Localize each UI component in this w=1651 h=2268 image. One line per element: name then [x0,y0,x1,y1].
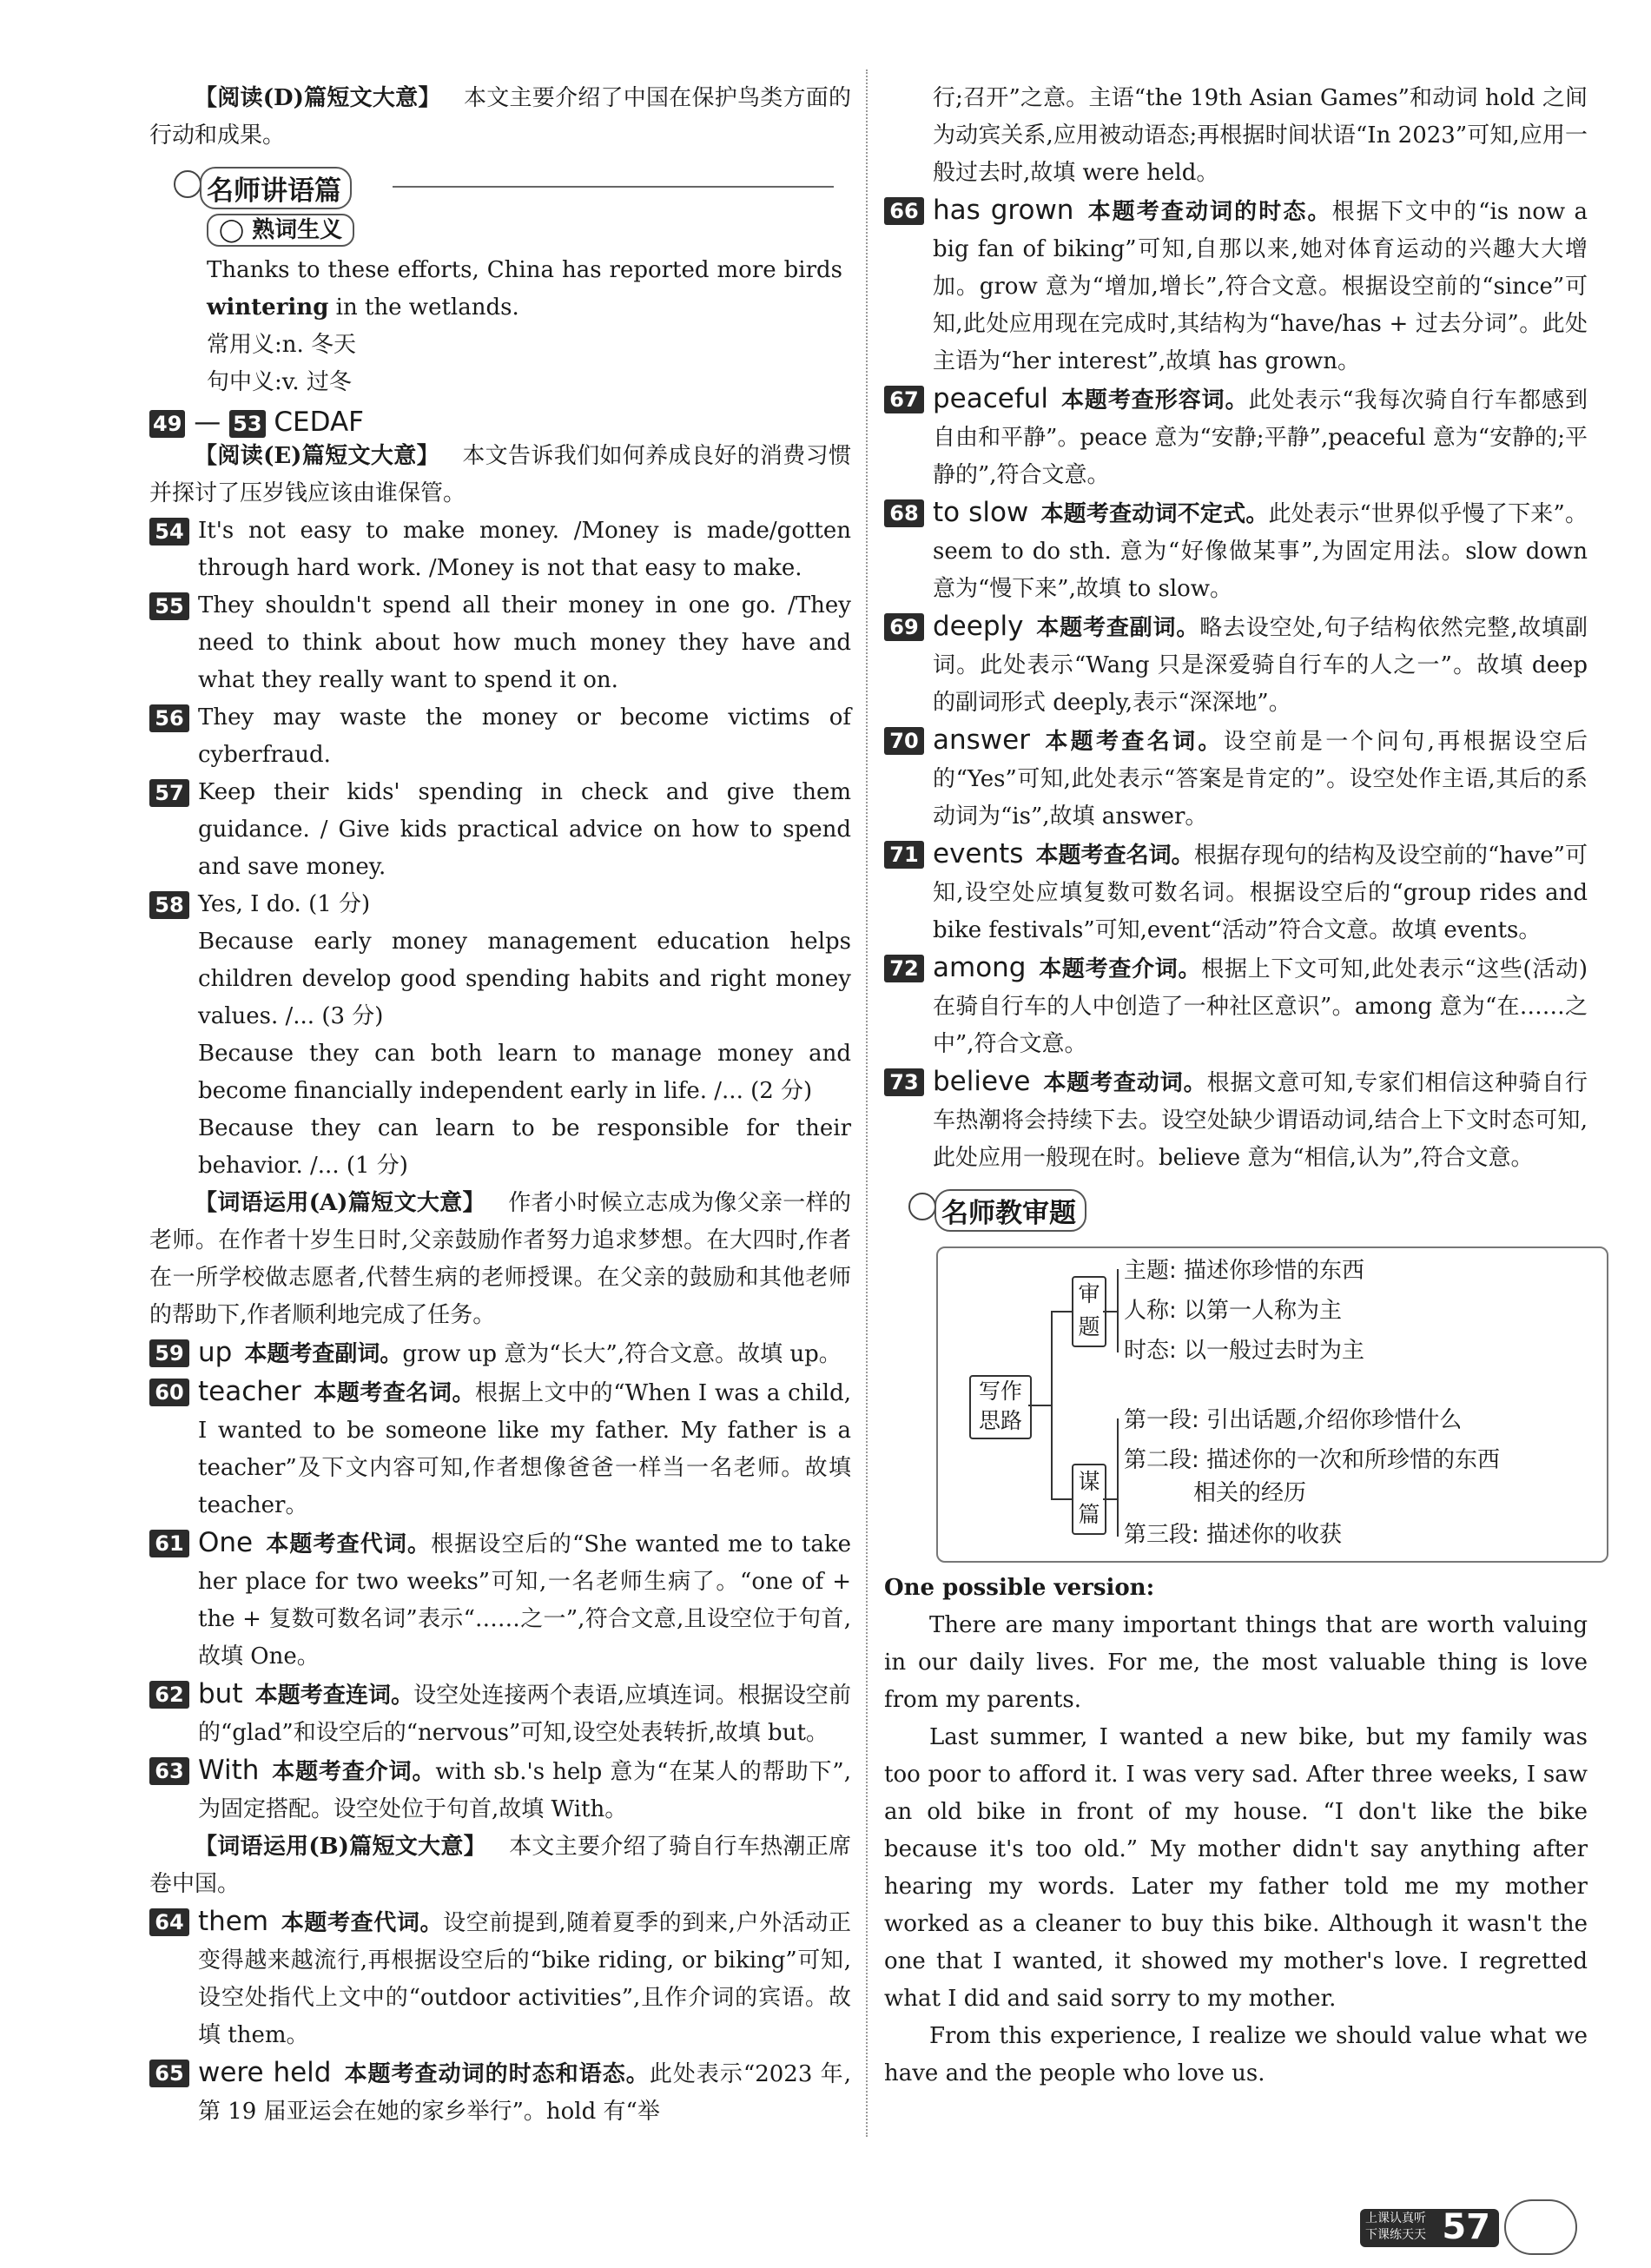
reading-d-text: 本文主要介绍了中国在保护鸟类方面的行动和成果。 [149,85,851,149]
answer-explain: 设空前提到,随着夏季的到来,户外活动正变得越来越流行,再根据设空后的“bike riding, or biking”可知,设空处指代上文中的“outdoor activities”,且作介词的宾语。故填 them。 [198,1910,851,2048]
answer-key: 本题考查副词。 [1035,615,1200,641]
item-number: 59 [149,1339,189,1367]
diagram-shen-item: 时态: 以一般过去时为主 [1124,1338,1365,1364]
item-number: 66 [884,197,924,225]
diagram-connector [1028,1405,1051,1406]
range-answer: CEDAF [274,407,364,438]
answer-item [884,1063,1588,1177]
answer-item [884,380,1588,494]
list-item [149,587,851,699]
item-number: 55 [149,592,189,620]
answer-explain: 此处表示“我每次骑自行车都感到自由和平静”。peace 意为“安静;平静”,peaceful 意为“安静的;平静的”,符合文意。 [933,387,1588,488]
answer-item [149,2054,851,2131]
answer-item [149,1334,851,1373]
reading-e-label: 【阅读(E)篇短文大意】 [195,443,439,469]
answer-item [884,836,1588,949]
item-text: Keep their kids' spending in check and give them guidance. / Give kids practical advice on how to spend and save money. [198,779,851,880]
teacher-icon [174,170,201,198]
answer-item [149,1752,851,1828]
teacher-section-header [149,162,851,208]
item-text: They shouldn't spend all their money in one go. /They need to think about how much money they have and what they really want to spend it on. [198,592,851,693]
answer-key: 本题考查名词。 [1041,729,1224,755]
vocab-head: ◯ 熟词生义 [207,214,354,247]
answer-item [149,1676,851,1752]
answer-key: 本题考查动词。 [1042,1070,1207,1096]
diagram-connector [1117,1269,1119,1352]
answer-explain: 设空前是一个问句,再根据设空后的“Yes”可知,此处表示“答案是肯定的”。设空处作主语,其后的系动词为“is”,故填 answer。 [933,729,1588,830]
footer-slogan-2: 下课练天天 [1365,2228,1426,2242]
item-number: 69 [884,613,924,641]
answer-key: 本题考查代词。 [281,1910,444,1936]
diagram-mou-item: 第二段: 描述你的一次和所珍惜的东西 [1124,1447,1501,1473]
item-number: 67 [884,386,924,413]
answer-word: events [933,838,1024,870]
answer-explain: 根据上文中的“When I was a child, I wanted to be someone like my father. My father is a teacher”及下文内容可知,作者想像爸爸一样当一名老师。故填 teacher。 [198,1380,851,1518]
answer-item [149,1373,851,1524]
answer-explain: 此处表示“世界似乎慢了下来”。seem to do sth. 意为“好像做某事”,为固定用法。slow down 意为“慢下来”,故填 to slow。 [933,501,1588,602]
page-footer [1360,2209,1499,2247]
header-rule [393,186,834,188]
reading-e-summary [149,438,851,512]
teacher-icon [908,1193,936,1220]
answer-word: them [198,1906,269,1937]
footer-slogan-1: 上课认真听 [1365,2212,1426,2225]
item-number: 65 [149,2060,189,2087]
answer-explain: 根据存现句的结构及设空前的“have”可知,设空处应填复数可数名词。根据设空后的“group rides and bike festivals”可知,event“活动”符合文意。故填 events。 [933,843,1588,943]
range-dash: — [185,407,230,438]
word-b-text: 本文主要介绍了骑自行车热潮正席卷中国。 [149,1834,851,1897]
item-number: 61 [149,1530,189,1557]
diagram-mou-item: 第三段: 描述你的收获 [1124,1522,1343,1548]
answer-item [884,192,1588,380]
diagram-connector [1051,1498,1072,1500]
item-number: 68 [884,499,924,527]
version-label: One possible version: [884,1575,1155,1601]
answer-item [149,1903,851,2054]
item-number: 73 [884,1068,924,1096]
item-number: 71 [884,841,924,869]
answer-explain: 根据设空后的“She wanted me to take her place for two weeks”可知,一名老师生病了。“one of + the + 复数可数名词”表示“……之一”,符合文意,且设空位于句首,故填 One。 [198,1531,851,1670]
q65-continued: 行;召开”之意。主语“the 19th Asian Games”和动词 hold 之间为动宾关系,应用被动语态;再根据时间状语“In 2023”可知,应用一般过去时,故填 were held。 [933,85,1588,186]
answer-explain: grow up 意为“长大”,符合文意。故填 up。 [402,1341,842,1367]
essay-paragraph: From this experience, I realize we should value what we have and the people who love us. [884,2023,1588,2086]
vocab-common: 常用义:n. 冬天 [207,332,357,358]
vocab-context: 句中义:v. 过冬 [207,369,352,395]
answer-key: 本题考查动词的时态。 [1086,199,1332,225]
answer-word: has grown [933,195,1074,226]
word-a-label: 【词语运用(A)篇短文大意】 [195,1190,485,1216]
item-number: 63 [149,1757,189,1785]
item-number: 57 [149,779,189,807]
answer-explain: 此处表示“2023 年,第 19 届亚运会在她的家乡举行”。hold 有“举 [198,2061,851,2125]
answer-key: 本题考查副词。 [244,1341,403,1367]
answer-word: answer [933,724,1030,756]
item-number: 62 [149,1681,189,1709]
page-number: 57 [1442,2207,1490,2247]
q58-sub: Because they can both learn to manage money and become financially independent early in life. /... (2 分) [198,1041,851,1104]
answer-explain: 略去设空处,句子结构依然完整,故填副词。此处表示“Wang 只是深爱骑自行车的人之一”。故填 deep 的副词形式 deeply,表示“深深地”。 [933,615,1588,716]
vocab-sentence-post: in the wetlands. [328,294,519,321]
answer-key: 本题考查连词。 [254,1683,414,1709]
item-text: It's not easy to make money. /Money is made/gotten through hard work. /Money is not that easy to make. [198,518,851,581]
word-a-summary [149,1185,851,1334]
answer-key: 本题考查介词。 [1038,956,1202,982]
answer-key: 本题考查名词。 [313,1380,475,1406]
answer-word: believe [933,1066,1031,1097]
item-number: 72 [884,955,924,982]
diagram-connector [1051,1311,1072,1313]
list-item [149,774,851,886]
answer-explain: 设空处连接两个表语,应填连词。根据设空前的“glad”和设空后的“nervous”可知,设空处表转折,故填 but。 [198,1683,851,1746]
answer-item [884,494,1588,608]
answer-explain: 根据下文中的“is now a big fan of biking”可知,自那以来,她对体育运动的兴趣大大增加。grow 意为“增加,增长”,符合文意。根据设空前的“since”可知,此处应用现在完成时,其结构为“have/has + 过去分词”。此处主语为“her interest”,故填 has grown。 [933,199,1588,374]
list-item [149,886,851,923]
item-number: 64 [149,1908,189,1936]
essay-paragraph: There are many important things that are worth valuing in our daily lives. For me, the most valuable thing is love from my parents. [884,1612,1588,1713]
footer-slogan [1365,2211,1426,2244]
answer-word: peaceful [933,383,1049,414]
diagram-connector [1103,1498,1117,1500]
essay-paragraph: Last summer, I wanted a new bike, but my family was too poor to afford it. I was very sad. After three weeks, I saw an old bike in front of my house. “I don't like the bike because it's too old.” My mother didn't say anything after hearing my words. Later my father told me my mother worked as a cleaner to buy this bike. Although it wasn't the one that I wanted, it showed my mother's love. I regretted what I did and said sorry to my mother. [884,1724,1588,2012]
answer-key: 本题考查形容词。 [1060,387,1249,413]
left-column [149,80,851,2131]
answer-key: 本题考查介词。 [271,1759,436,1785]
q58-sub: Because early money management education helps children develop good spending habits and right money values. /... (3 分) [198,929,851,1029]
answer-item [884,949,1588,1063]
diagram-shen: 审题 [1072,1276,1106,1347]
teacher-section-title: 名师讲语篇 [200,167,352,209]
answer-explain: 根据上下文可知,此处表示“这些(活动)在骑自行车的人中创造了一种社区意识”。among 意为“在……之中”,符合文意。 [933,956,1588,1057]
item-number: 70 [884,727,924,755]
vocab-sentence [149,252,851,327]
answer-word: to slow [933,497,1029,528]
vocab-sentence-pre: Thanks to these efforts, China has reported more birds [207,257,842,283]
answer-item [149,1524,851,1676]
answer-word: up [198,1337,233,1368]
diagram-shen-item: 人称: 以第一人称为主 [1124,1298,1343,1324]
diagram-shen-item: 主题: 描述你珍惜的东西 [1124,1258,1365,1284]
answer-key: 本题考查动词的时态和语态。 [343,2061,650,2087]
answer-item [884,722,1588,836]
diagram-root: 写作思路 [969,1375,1032,1439]
answer-item [884,608,1588,722]
word-a-text: 作者小时候立志成为像父亲一样的老师。在作者十岁生日时,父亲鼓励作者努力追求梦想。在大四时,作者在一所学校做志愿者,代替生病的老师授课。在父亲的鼓励和其他老师的帮助下,作者顺利地完成了任务。 [149,1190,851,1328]
item-text: They may waste the money or become victims of cyberfraud. [198,704,851,768]
item-number: 60 [149,1379,189,1406]
answer-word: One [198,1527,254,1558]
reading-d-label: 【阅读(D)篇短文大意】 [195,85,441,111]
diagram-mou: 谋篇 [1072,1464,1106,1535]
word-b-summary [149,1828,851,1903]
list-item [149,699,851,774]
diagram-mou-item: 第一段: 引出话题,介绍你珍惜什么 [1124,1407,1463,1433]
range-end: 53 [229,410,265,438]
diagram-mou-item: 相关的经历 [1193,1480,1307,1506]
column-divider [866,69,868,2137]
writing-section-title: 名师教审题 [934,1189,1086,1232]
answer-word: teacher [198,1376,301,1407]
diagram-connector [1117,1418,1119,1537]
answer-word: but [198,1678,243,1709]
reading-d-summary [149,80,851,155]
answer-word: deeply [933,611,1024,642]
mascot-icon [1504,2199,1577,2255]
reading-e-text: 本文告诉我们如何养成良好的消费习惯并探讨了压岁钱应该由谁保管。 [149,443,851,506]
list-item [149,512,851,587]
writing-plan-diagram [936,1246,1608,1563]
item-number: 58 [149,891,189,919]
answer-word: among [933,952,1027,983]
diagram-connector [1051,1311,1053,1498]
right-column [884,80,1588,2093]
item-number: 54 [149,518,189,546]
answer-range [149,407,851,438]
word-b-label: 【词语运用(B)篇短文大意】 [195,1834,486,1860]
vocab-word: wintering [207,294,329,321]
diagram-connector [1103,1311,1117,1313]
answer-key: 本题考查名词。 [1035,843,1194,869]
item-text: Yes, I do. (1 分) [198,891,371,917]
answer-key: 本题考查代词。 [265,1531,432,1557]
vocab-head-label: 熟词生义 [252,217,343,243]
writing-section-header [884,1184,1588,1231]
item-number: 56 [149,704,189,732]
answer-explain: with sb.'s help 意为“在某人的帮助下”,为固定搭配。设空处位于句首,故填 With。 [198,1759,851,1822]
q58-sub: Because they can learn to be responsible for their behavior. /... (1 分) [198,1115,851,1179]
range-start: 49 [149,410,185,438]
answer-word: With [198,1755,260,1786]
answer-explain: 根据文意可知,专家们相信这种骑自行车热潮将会持续下去。设空处缺少谓语动词,结合上下文时态可知,此处应用一般现在时。believe 意为“相信,认为”,符合文意。 [933,1070,1588,1171]
answer-key: 本题考查动词不定式。 [1040,501,1269,527]
answer-word: were held [198,2057,332,2088]
